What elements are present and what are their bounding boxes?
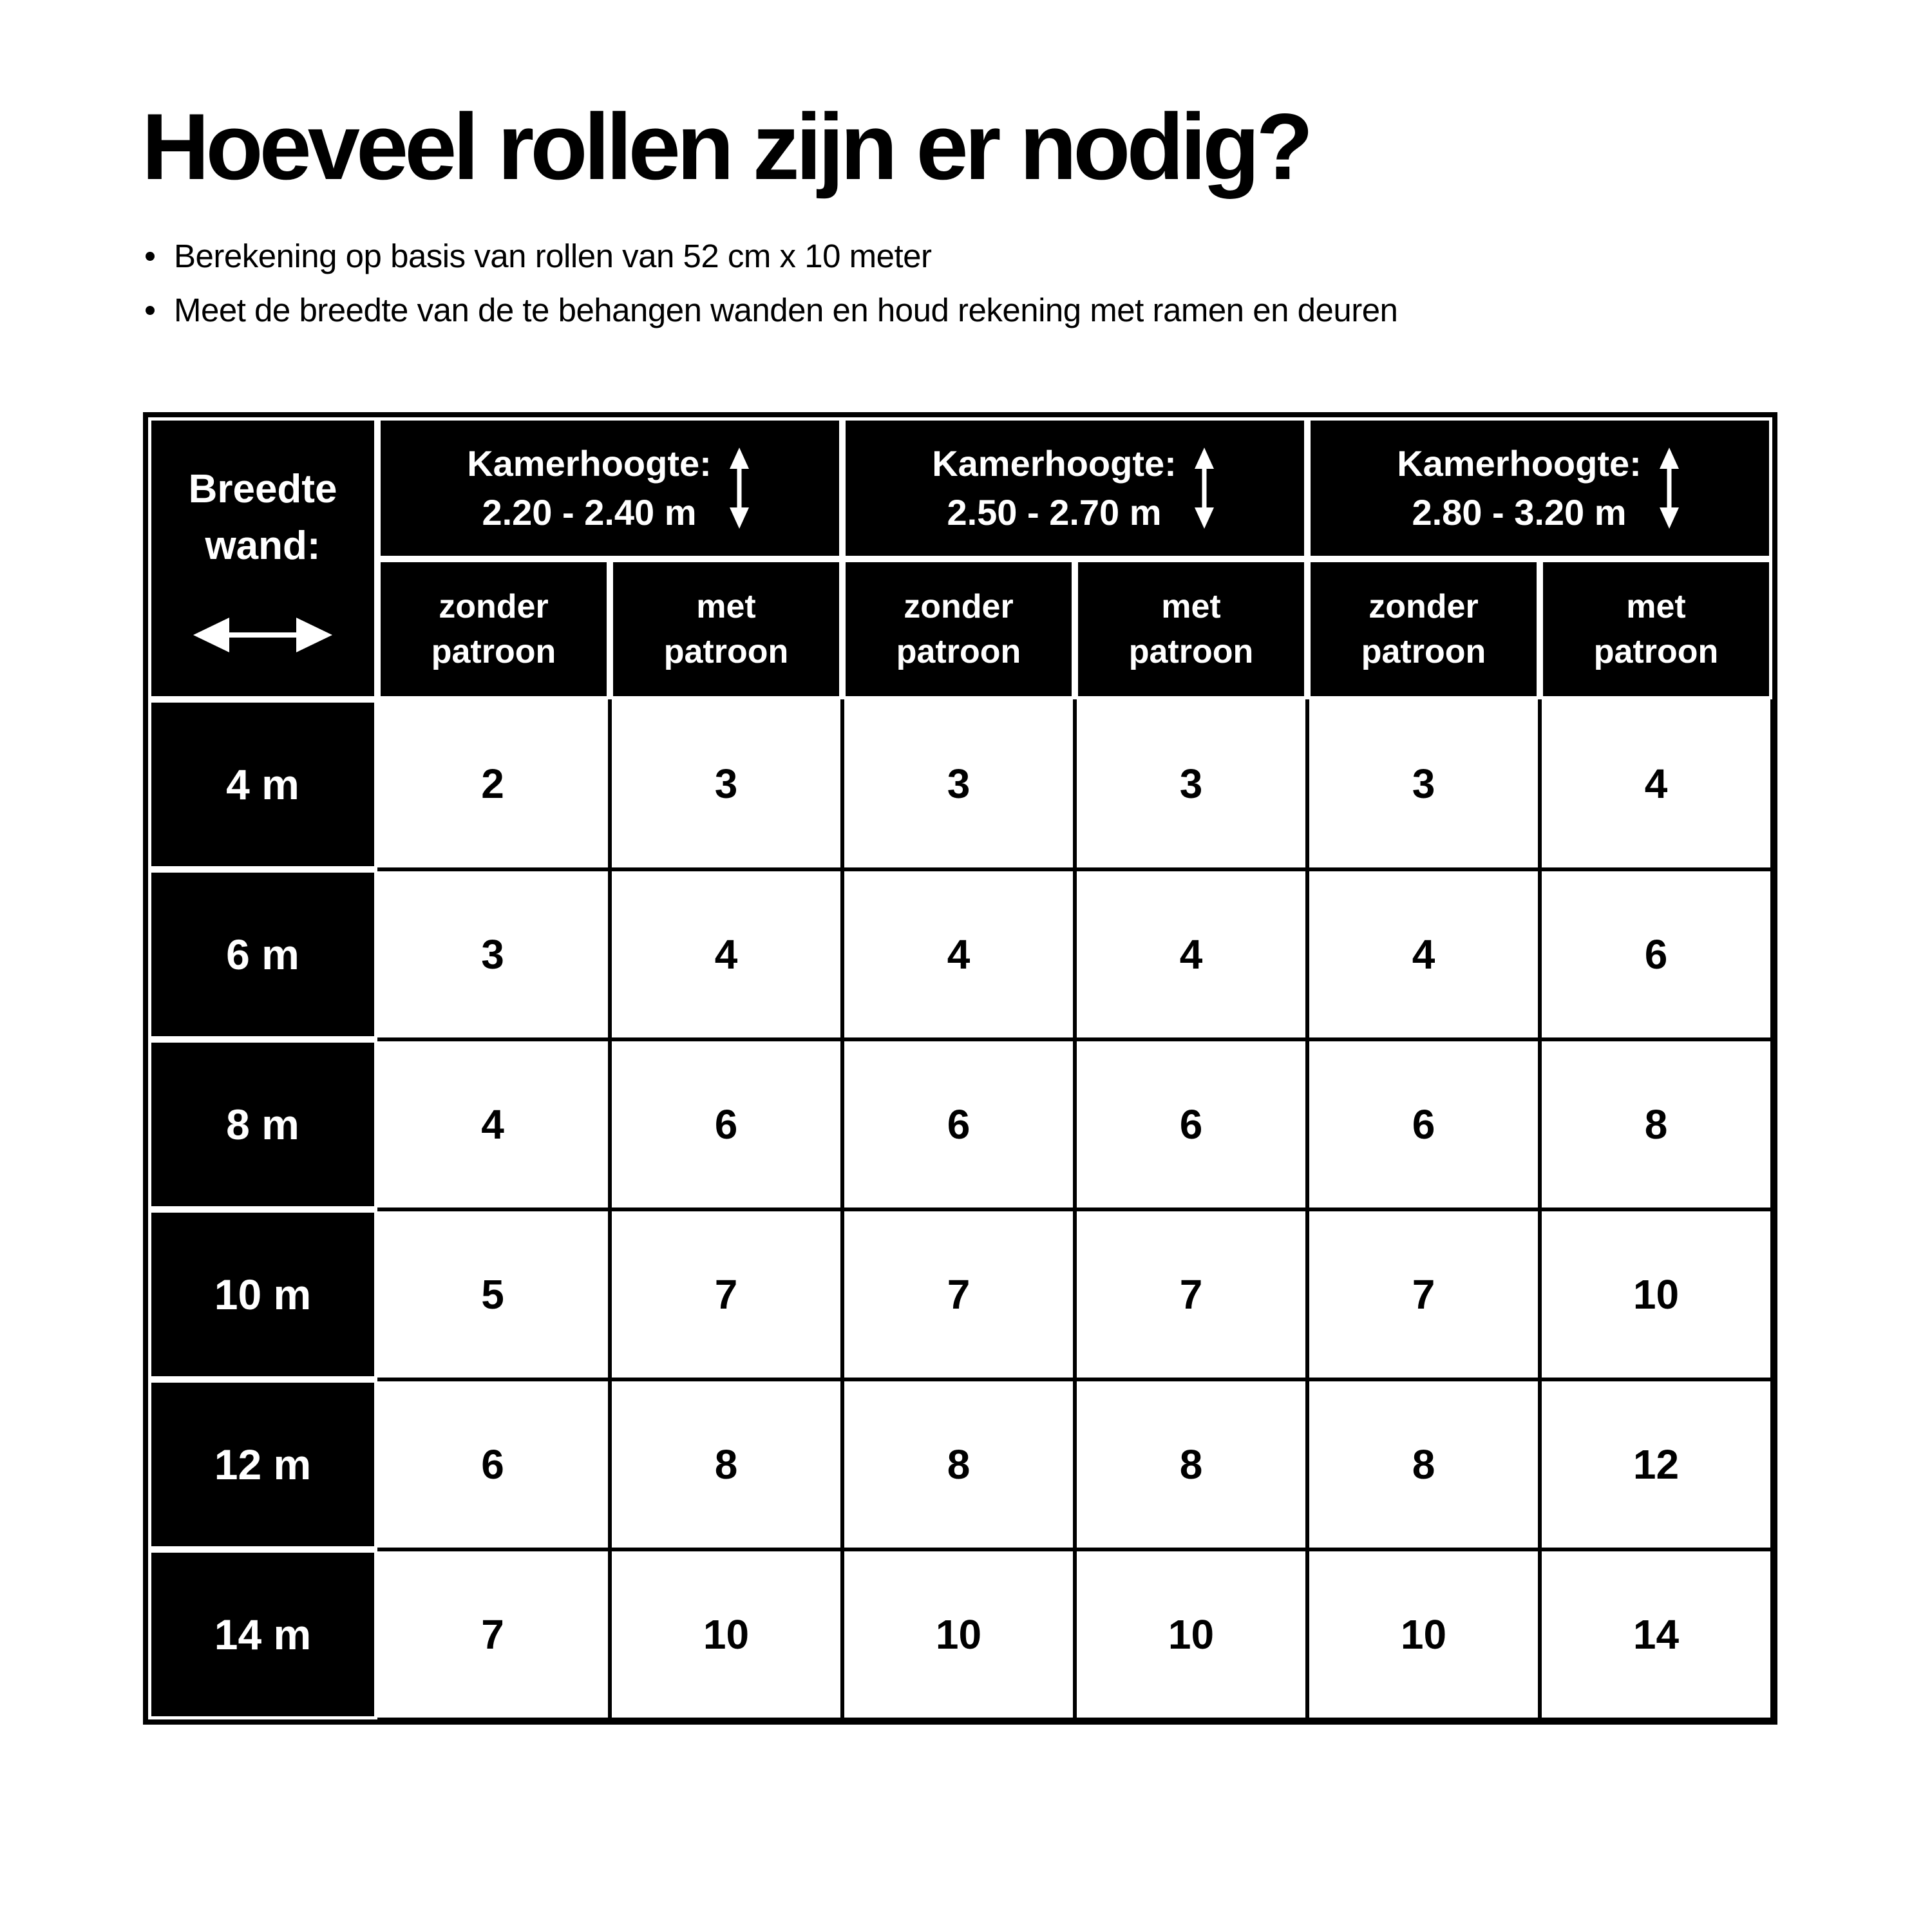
subheader-zonder-patroon: zonder patroon xyxy=(842,559,1075,699)
bullet-item xyxy=(146,283,1397,337)
table-row xyxy=(148,1549,1772,1719)
cell-value: 3 xyxy=(377,869,610,1039)
cell-value: 4 xyxy=(1540,699,1772,869)
cell-value: 14 xyxy=(1540,1549,1772,1719)
cell-value: 8 xyxy=(1075,1379,1307,1549)
cell-value: 12 xyxy=(1540,1379,1772,1549)
cell-value: 3 xyxy=(1075,699,1307,869)
kamerhoogte-group-header-3: Kamerhoogte: 2.80 - 3.20 m xyxy=(1307,417,1772,559)
bullet-item xyxy=(146,229,1397,283)
cell-value: 8 xyxy=(610,1379,842,1549)
up-down-arrow-icon xyxy=(1191,448,1218,529)
cell-value: 4 xyxy=(842,869,1075,1039)
cell-value: 10 xyxy=(1540,1209,1772,1379)
bullet-text: Meet de breedte van de te behangen wanden en houd rekening met ramen en deuren xyxy=(174,292,1398,328)
cell-value: 6 xyxy=(610,1039,842,1209)
cell-value: 6 xyxy=(1075,1039,1307,1209)
sub-header-row xyxy=(148,559,1772,699)
cell-value: 4 xyxy=(610,869,842,1039)
row-label: 10 m xyxy=(148,1209,377,1379)
row-label: 12 m xyxy=(148,1379,377,1549)
cell-value: 8 xyxy=(1307,1379,1540,1549)
cell-value: 10 xyxy=(1075,1549,1307,1719)
up-down-arrow-icon xyxy=(1656,448,1683,529)
up-down-arrow-icon xyxy=(726,448,753,529)
cell-value: 3 xyxy=(1307,699,1540,869)
page-title: Hoeveel rollen zijn er nodig? xyxy=(142,94,1310,199)
cell-value: 10 xyxy=(610,1549,842,1719)
cell-value: 2 xyxy=(377,699,610,869)
subheader-met-patroon: met patroon xyxy=(610,559,842,699)
cell-value: 4 xyxy=(1075,869,1307,1039)
subheader-met-patroon: met patroon xyxy=(1540,559,1772,699)
cell-value: 7 xyxy=(842,1209,1075,1379)
table-row xyxy=(148,1209,1772,1379)
breedte-wand-label: Breedte wand: xyxy=(188,467,337,568)
cell-value: 8 xyxy=(842,1379,1075,1549)
subheader-zonder-patroon: zonder patroon xyxy=(377,559,610,699)
table-body xyxy=(148,699,1772,1719)
subheader-zonder-patroon: zonder patroon xyxy=(1307,559,1540,699)
kamerhoogte-group-header-1: Kamerhoogte: 2.20 - 2.40 m xyxy=(377,417,842,559)
table-row xyxy=(148,699,1772,869)
cell-value: 5 xyxy=(377,1209,610,1379)
rolls-needed-table xyxy=(143,412,1777,1725)
cell-value: 7 xyxy=(1075,1209,1307,1379)
cell-value: 8 xyxy=(1540,1039,1772,1209)
row-label: 6 m xyxy=(148,869,377,1039)
cell-value: 10 xyxy=(842,1549,1075,1719)
kamerhoogte-group-header-2: Kamerhoogte: 2.50 - 2.70 m xyxy=(842,417,1307,559)
subheader-met-patroon: met patroon xyxy=(1075,559,1307,699)
table-row xyxy=(148,1379,1772,1549)
breedte-wand-header-cell xyxy=(148,417,377,699)
cell-value: 6 xyxy=(1307,1039,1540,1209)
table-header xyxy=(148,417,1772,699)
cell-value: 10 xyxy=(1307,1549,1540,1719)
bullet-text: Berekening op basis van rollen van 52 cm x 10 meter xyxy=(174,238,932,274)
cell-value: 7 xyxy=(1307,1209,1540,1379)
cell-value: 3 xyxy=(842,699,1075,869)
row-label: 4 m xyxy=(148,699,377,869)
left-right-arrow-icon xyxy=(193,614,332,656)
cell-value: 6 xyxy=(377,1379,610,1549)
row-label: 14 m xyxy=(148,1549,377,1719)
group-header-row xyxy=(148,417,1772,559)
cell-value: 3 xyxy=(610,699,842,869)
row-label: 8 m xyxy=(148,1039,377,1209)
cell-value: 6 xyxy=(842,1039,1075,1209)
cell-value: 7 xyxy=(377,1549,610,1719)
cell-value: 7 xyxy=(610,1209,842,1379)
bullet-icon xyxy=(146,252,155,261)
table-row xyxy=(148,869,1772,1039)
cell-value: 6 xyxy=(1540,869,1772,1039)
table-row xyxy=(148,1039,1772,1209)
bullet-list xyxy=(146,229,1397,337)
cell-value: 4 xyxy=(377,1039,610,1209)
bullet-icon xyxy=(146,306,155,315)
cell-value: 4 xyxy=(1307,869,1540,1039)
